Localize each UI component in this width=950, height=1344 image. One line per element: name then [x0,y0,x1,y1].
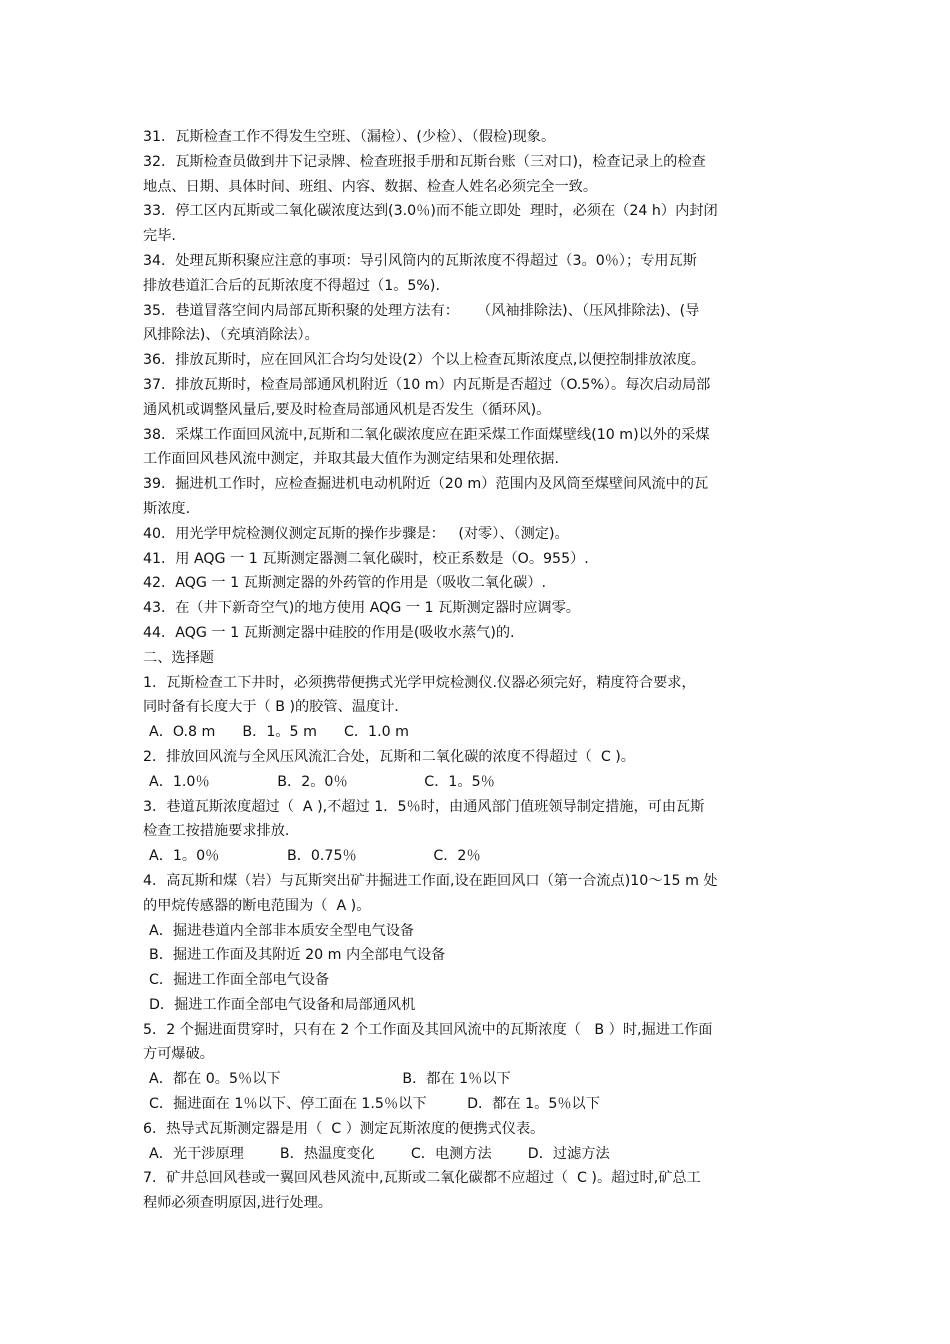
text-line: 1．瓦斯检查工下井时，必须携带便携式光学甲烷检测仪.仪器必须完好，精度符合要求， [143,674,696,691]
answer-options-line: C．掘进工作面全部电气设备 [149,972,330,989]
text-line: 同时备有长度大于（ B )的胶管、温度计. [143,699,399,716]
text-line: 37．排放瓦斯时，检查局部通风机附近（10 m）内瓦斯是否超过（O.5%）。每次启动局部 [143,376,711,393]
text-line: 36．排放瓦斯时，应在回风汇合均匀处设(2）个以上检查瓦斯浓度点,以便控制排放浓度。 [143,352,706,369]
answer-options-line: A．都在 0。5％以下 B．都在 1％以下 [149,1071,511,1088]
text-line: 通风机或调整风量后,要及时检查局部通风机是否发生（循环风)。 [143,401,551,418]
text-line: 完毕. [143,228,176,245]
text-line: 二、选择题 [143,649,214,666]
answer-options-line: A．1。0％ B．0.75％ C．2％ [149,848,481,865]
text-line: 35．巷道冒落空间内局部瓦斯积聚的处理方法有： （风袖排除法)、（压风排除法)、(导 [143,302,700,319]
text-line: 程师必须查明原因,进行处理。 [143,1195,332,1212]
text-line: 排放巷道汇合后的瓦斯浓度不得超过（1。5%). [143,277,440,294]
text-line: 34．处理瓦斯积聚应注意的事项：导引风筒内的瓦斯浓度不得超过（3。0％）；专用瓦斯 [143,252,697,269]
text-line: 3．巷道瓦斯浓度超过（ A ),不超过 1．5％时，由通风部门值班领导制定措施，可由瓦斯 [143,798,705,815]
answer-options-line: A．O.8 m B．1。5 m C．1.0 m [149,724,409,741]
text-line: 2．排放回风流与全风压风流汇合处，瓦斯和二氧化碳的浓度不得超过（ C )。 [143,748,635,765]
text-line: 5．2 个掘进面贯穿时，只有在 2 个工作面及其回风流中的瓦斯浓度（ B ）时,掘进工作面 [143,1021,713,1038]
text-line: 工作面回风巷风流中测定，并取其最大值作为测定结果和处理依据. [143,451,559,468]
text-line: 4．高瓦斯和煤（岩）与瓦斯突出矿井掘进工作面,设在距回风口（第一合流点)10～15 m 处 [143,872,718,889]
answer-options-line: A．掘进巷道内全部非本质安全型电气设备 [149,922,415,939]
text-line: 检查工按措施要求排放. [143,823,290,840]
text-line: 风排除法)、（充填消除法）。 [143,327,319,344]
text-line: 33．停工区内瓦斯或二氧化碳浓度达到(3.0％)而不能立即处 理时，必须在（24 h）内封闭 [143,203,718,220]
text-line: 43．在（井下新奇空气)的地方使用 AQG 一 1 瓦斯测定器时应调零。 [143,600,580,617]
text-line: 42．AQG 一 1 瓦斯测定器的外药管的作用是（吸收二氧化碳）. [143,575,547,592]
text-line: 6．热导式瓦斯测定器是用（ C ）测定瓦斯浓度的便携式仪表。 [143,1120,545,1137]
answer-options-line: D．掘进工作面全部电气设备和局部通风机 [149,996,416,1013]
text-line: 31．瓦斯检查工作不得发生空班、（漏检）、(少检）、（假检)现象。 [143,129,556,145]
text-line: 41．用 AQG 一 1 瓦斯测定器测二氧化碳时，校正系数是（O。955）. [143,550,589,567]
text-line: 38．采煤工作面回风流中,瓦斯和二氧化碳浓度应在距采煤工作面煤壁线(10 m)以外的采煤 [143,426,710,443]
text-line: 40．用光学甲烷检测仪测定瓦斯的操作步骤是： (对零）、（测定)。 [143,525,569,542]
text-line: 32．瓦斯检查员做到井下记录牌、检查班报手册和瓦斯台账（三对口)，检查记录上的检查 [143,153,706,170]
text-line: 方可爆破。 [143,1046,214,1063]
text-line: 斯浓度. [143,500,191,517]
text-line: 44．AQG 一 1 瓦斯测定器中硅胶的作用是(吸收水蒸气)的. [143,624,515,641]
answer-options-line: A．1.0％ B．2。0％ C．1。5％ [149,773,495,790]
text-line: 地点、日期、具体时间、班组、内容、数据、检查人姓名必须完全一致。 [143,178,598,195]
answer-options-line: A．光干涉原理 B．热温度变化 C．电测方法 D．过滤方法 [149,1145,610,1162]
answer-options-line: B．掘进工作面及其附近 20 m 内全部电气设备 [149,947,446,964]
document-page [143,125,809,1216]
answer-options-line: C．掘进面在 1％以下、停工面在 1.5％以下 D．都在 1。5％以下 [149,1096,600,1113]
text-line: 的甲烷传感器的断电范围为（ A )。 [143,897,371,914]
text-line: 7．矿井总回风巷或一翼回风巷风流中,瓦斯或二氧化碳都不应超过（ C )。超过时,矿总工 [143,1170,701,1187]
text-line: 39．掘进机工作时，应检查掘进机电动机附近（20 m）范围内及风筒至煤壁间风流中的瓦 [143,476,709,493]
